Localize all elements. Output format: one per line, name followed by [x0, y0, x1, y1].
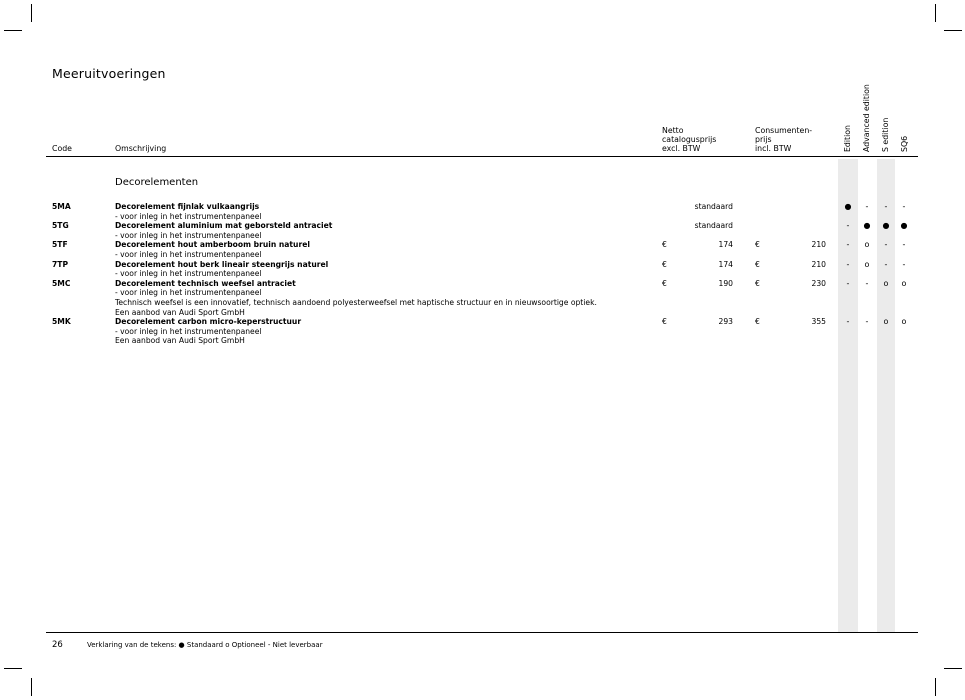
option-code: 5MA — [52, 202, 71, 211]
availability-mark: o — [901, 317, 907, 327]
option-name: Decorelement aluminium mat geborsteld antraciet — [115, 221, 333, 231]
availability-mark: ● — [844, 202, 852, 211]
consumer-currency: € — [755, 259, 760, 269]
netto-currency: € — [662, 278, 667, 288]
option-detail: - voor inleg in het instrumentenpaneel — [115, 288, 262, 298]
option-name: Decorelement fijnlak vulkaangrijs — [115, 202, 260, 211]
availability-mark: - — [884, 259, 888, 269]
consumer-price: 210 — [811, 240, 826, 250]
header-divider — [46, 156, 918, 157]
header-netto-price: Netto catalogusprijs excl. BTW — [662, 126, 717, 153]
availability-mark: ● — [882, 221, 890, 231]
availability-mark: - — [865, 202, 869, 211]
consumer-price: 230 — [811, 278, 826, 288]
consumer-currency: € — [755, 278, 760, 288]
netto-currency: € — [662, 240, 667, 250]
netto-price: 190 — [718, 278, 733, 288]
netto-price: 174 — [718, 240, 733, 250]
header-description: Omschrijving — [115, 144, 167, 153]
availability-mark: - — [902, 259, 906, 269]
legend: Verklaring van de tekens: ● Standaard o Optioneel - Niet leverbaar — [87, 641, 323, 649]
option-detail: - voor inleg in het instrumentenpaneel — [115, 211, 262, 221]
netto-currency: € — [662, 317, 667, 327]
availability-mark: - — [884, 202, 888, 211]
netto-currency: € — [662, 259, 667, 269]
availability-mark: ● — [863, 221, 871, 231]
option-detail: - voor inleg in het instrumentenpaneel — [115, 249, 262, 259]
consumer-price: 355 — [811, 317, 826, 327]
option-code: 5MK — [52, 317, 71, 327]
header-edition: Edition — [843, 125, 852, 152]
option-code: 5TF — [52, 240, 68, 250]
option-code: 7TP — [52, 259, 69, 269]
netto-price: standaard — [694, 202, 733, 211]
page-title: Meeruitvoeringen — [52, 66, 166, 81]
availability-mark: - — [902, 202, 906, 211]
option-detail: - voor inleg in het instrumentenpaneel — [115, 269, 262, 279]
availability-mark: - — [865, 278, 869, 288]
option-name: Decorelement hout amberboom bruin naturel — [115, 240, 310, 250]
consumer-currency: € — [755, 317, 760, 327]
availability-mark: - — [846, 221, 850, 231]
option-name: Decorelement hout berk lineair steengrijs naturel — [115, 259, 329, 269]
option-detail: Een aanbod van Audi Sport GmbH — [115, 307, 245, 317]
crop-mark — [31, 678, 32, 696]
option-detail: Technisch weefsel is een innovatief, technisch aandoend polyesterweefsel met haptische structuur en in nieuwsoortige optiek. — [115, 297, 597, 307]
crop-mark — [944, 30, 962, 31]
crop-mark — [4, 30, 22, 31]
header-advanced-edition: Advanced edition — [862, 84, 871, 152]
availability-mark: - — [846, 278, 850, 288]
crop-mark — [31, 4, 32, 22]
netto-price: 174 — [718, 259, 733, 269]
netto-price: standaard — [694, 221, 733, 231]
option-name: Decorelement technisch weefsel antraciet — [115, 278, 296, 288]
availability-mark: - — [884, 240, 888, 250]
option-detail: - voor inleg in het instrumentenpaneel — [115, 230, 262, 240]
option-detail: Een aanbod van Audi Sport GmbH — [115, 336, 245, 346]
availability-mark: - — [846, 259, 850, 269]
availability-mark: ● — [900, 221, 908, 231]
crop-mark — [935, 678, 936, 696]
netto-price: 293 — [718, 317, 733, 327]
page-number: 26 — [52, 640, 63, 650]
option-name: Decorelement carbon micro-keperstructuur — [115, 317, 302, 327]
header-consumer-price: Consumenten- prijs incl. BTW — [755, 126, 813, 153]
option-code: 5TG — [52, 221, 69, 231]
crop-mark — [4, 668, 22, 669]
crop-mark — [944, 668, 962, 669]
availability-mark: - — [865, 317, 869, 327]
option-detail: - voor inleg in het instrumentenpaneel — [115, 326, 262, 336]
footer-divider — [46, 632, 918, 633]
consumer-price: 210 — [811, 259, 826, 269]
consumer-currency: € — [755, 240, 760, 250]
header-code: Code — [52, 144, 72, 153]
header-s-edition: S edition — [881, 117, 890, 152]
availability-mark: - — [846, 240, 850, 250]
option-code: 5MC — [52, 278, 71, 288]
availability-mark: - — [846, 317, 850, 327]
availability-mark: - — [902, 240, 906, 250]
availability-mark: o — [901, 278, 907, 288]
availability-mark: o — [883, 278, 889, 288]
availability-mark: o — [864, 259, 870, 269]
header-sq6: SQ6 — [900, 135, 909, 152]
section-title: Decorelementen — [115, 177, 199, 188]
availability-mark: o — [883, 317, 889, 327]
crop-mark — [935, 4, 936, 22]
availability-mark: o — [864, 240, 870, 250]
